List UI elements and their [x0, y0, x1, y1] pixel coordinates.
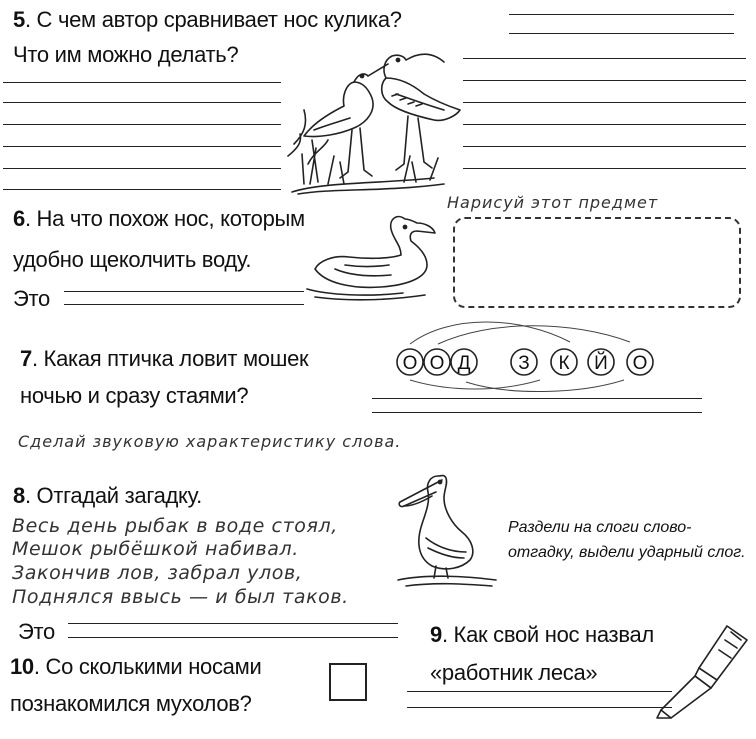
pelican-illustration	[396, 468, 506, 588]
question-9-number: 9	[430, 622, 442, 647]
letter-circle-6: О	[632, 353, 648, 374]
question-10-line-1	[10, 652, 261, 681]
question-6-number: 6	[13, 206, 25, 231]
question-5-line-2: Что им можно делать?	[13, 42, 239, 67]
chisel-illustration	[655, 622, 751, 722]
letter-circle-1: О	[429, 353, 445, 374]
question-9-text: . Как свой нос назвал	[441, 622, 654, 647]
question-7-line-2: ночью и сразу стаями?	[20, 383, 249, 408]
answer-line[interactable]	[463, 102, 746, 103]
riddle-line: Закончив лов, забрал улов,	[12, 562, 303, 584]
question-9-line-2: «работник леса»	[430, 660, 598, 685]
answer-line[interactable]	[463, 58, 746, 59]
syllable-task: Раздели на слоги слово-отгадку, выдели ударный слог.	[508, 519, 746, 561]
answer-line[interactable]	[407, 707, 672, 708]
answer-line[interactable]	[3, 124, 281, 125]
question-8-number: 8	[13, 483, 25, 508]
riddle-line: Мешок рыбёшкой набивал.	[12, 538, 299, 560]
question-5-text: . С чем автор сравнивает нос кулика?	[24, 7, 402, 32]
answer-line[interactable]	[64, 304, 304, 305]
answer-line[interactable]	[68, 623, 398, 624]
question-9-line-1	[430, 620, 654, 649]
answer-line[interactable]	[463, 124, 746, 125]
letter-circles-puzzle	[390, 320, 660, 390]
answer-line[interactable]	[3, 102, 281, 103]
duck-illustration	[305, 205, 445, 305]
letter-circle-5: Й	[594, 353, 608, 374]
answer-box[interactable]	[329, 663, 367, 701]
question-10-text: . Со сколькими носами	[33, 654, 262, 679]
answer-line[interactable]	[3, 189, 281, 190]
question-7-line-1	[20, 344, 308, 373]
question-8-line-1	[13, 481, 202, 510]
question-7-text: . Какая птичка ловит мошек	[31, 346, 309, 371]
answer-line[interactable]	[372, 398, 702, 399]
question-10-number: 10	[10, 654, 34, 679]
question-6-line-2: удобно щеколчить воду.	[13, 247, 252, 272]
answer-line[interactable]	[3, 146, 281, 147]
question-6-text: . На что похож нос, которым	[24, 206, 305, 231]
riddle-line: Весь день рыбак в воде стоял,	[12, 515, 338, 537]
question-5-line-1	[13, 5, 402, 34]
letter-circle	[397, 349, 423, 375]
question-8-answer-label: Это	[18, 619, 55, 644]
answer-line[interactable]	[463, 80, 746, 81]
letter-circle-0: О	[402, 353, 418, 374]
sound-task: Сделай звуковую характеристику слова.	[18, 432, 402, 451]
answer-line[interactable]	[372, 412, 702, 413]
answer-line[interactable]	[509, 33, 734, 34]
riddle-line: Поднялся ввысь — и был таков.	[12, 586, 349, 608]
question-6-answer-label: Это	[13, 286, 50, 311]
letter-circle-2: Д	[457, 353, 471, 374]
answer-line[interactable]	[64, 291, 304, 292]
sandpiper-birds-illustration	[284, 44, 464, 200]
drawing-box[interactable]	[453, 217, 741, 308]
letter-circle-3: З	[518, 353, 530, 374]
answer-line[interactable]	[463, 146, 746, 147]
answer-line[interactable]	[463, 168, 746, 169]
answer-line[interactable]	[3, 82, 281, 83]
draw-instruction: Нарисуй этот предмет	[447, 193, 659, 212]
question-8-text: . Отгадай загадку.	[24, 483, 202, 508]
answer-line[interactable]	[68, 637, 398, 638]
answer-line[interactable]	[407, 691, 672, 692]
letter-circle-4: К	[558, 353, 570, 374]
question-6-line-1	[13, 204, 305, 233]
question-10-line-2: познакомился мухолов?	[10, 691, 252, 716]
answer-line[interactable]	[3, 168, 281, 169]
question-7-number: 7	[20, 346, 32, 371]
question-5-number: 5	[13, 7, 25, 32]
answer-line[interactable]	[509, 14, 734, 15]
